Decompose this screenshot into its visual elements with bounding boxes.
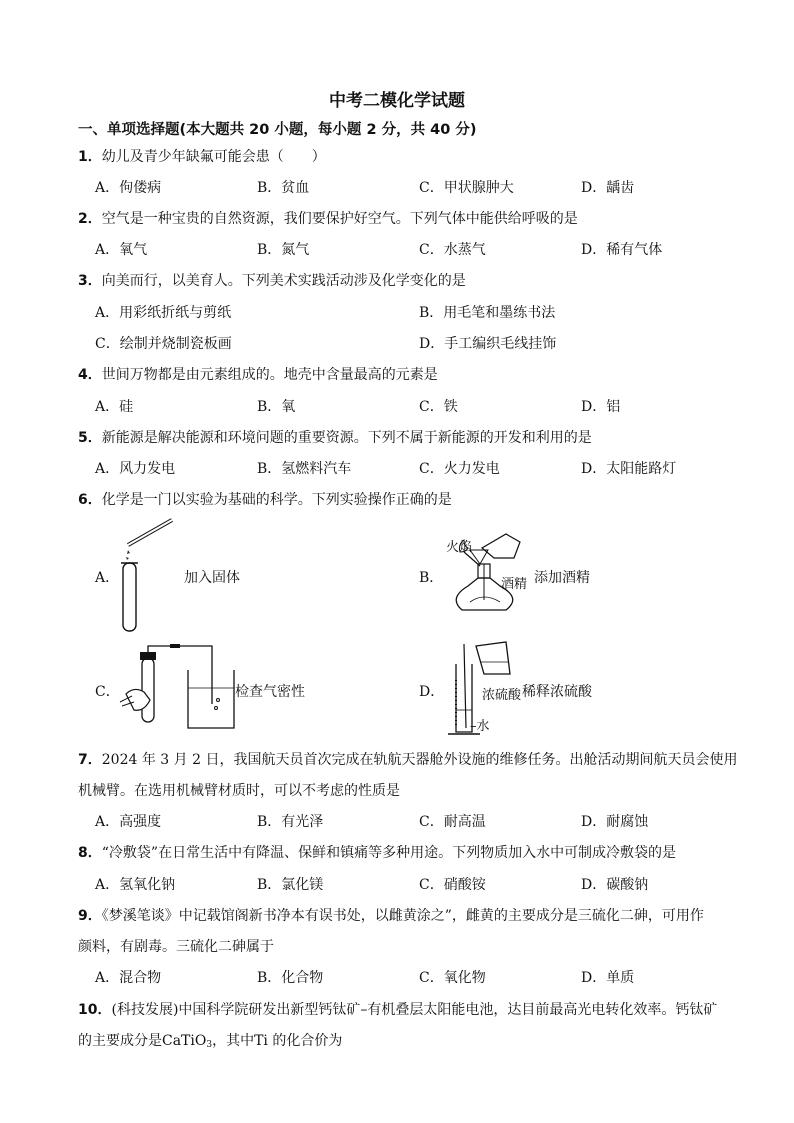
q9-option-d[interactable]: D．单质 [581,970,635,986]
q3-option-c[interactable]: C．绘制并烧制瓷板画 [95,336,232,352]
question-9: 9．《梦溪笔谈》中记载馆阁新书净本有误书处，以雌黄涂之”，雌黄的主要成分是三硫化二砷，可用作 [78,908,704,924]
q8-option-c[interactable]: C．硝酸铵 [419,877,486,893]
q4-option-c[interactable]: C．铁 [419,399,458,415]
question-7-line-2: 机械臂。在选用机械臂材质时，可以不考虑的性质是 [78,783,400,799]
q2-option-d[interactable]: D．稀有气体 [581,242,663,258]
question-5: 5．新能源是解决能源和环境问题的重要资源。下列不属于新能源的开发和利用的是 [78,430,592,446]
fig-d-caption: 稀释浓硫酸 [522,684,592,700]
q8-option-d[interactable]: D．碳酸钠 [581,877,649,893]
test-tube-figure [112,515,182,637]
fig-b-flame-label: 火焰 [446,540,473,555]
q5-option-d[interactable]: D．太阳能路灯 [581,461,677,477]
q3-option-b[interactable]: B．用毛笔和墨练书法 [419,305,556,321]
fig-b-caption: 添加酒精 [534,570,590,586]
fig-d-water-label: –水 [470,719,490,734]
q4-option-d[interactable]: D．铝 [581,399,621,415]
fig-c-caption: 检查气密性 [235,684,305,700]
q7-option-c[interactable]: C．耐高温 [419,814,486,830]
fig-b-alcohol-label: 酒精 [501,577,528,592]
question-9-line-2: 颜料，有剧毒。三硫化二砷属于 [78,939,274,955]
q9-option-b[interactable]: B．化合物 [257,970,324,986]
q7-option-b[interactable]: B．有光泽 [257,814,324,830]
q3-option-d[interactable]: D．手工编织毛线挂饰 [419,336,557,352]
question-10-line-2: 的主要成分是CaTiO$_3$，其中Ti 的化合价为 [78,1033,343,1050]
question-6: 6．化学是一门以实验为基础的科学。下列实验操作正确的是 [78,492,452,508]
q7-option-a[interactable]: A．高强度 [95,814,162,830]
fig-a-caption: 加入固体 [184,570,240,586]
q3-option-a[interactable]: A．用彩纸折纸与剪纸 [95,305,232,321]
q1-option-a[interactable]: A．佝偻病 [95,180,162,196]
q7-option-d[interactable]: D．耐腐蚀 [581,814,649,830]
q8-option-a[interactable]: A．氢氧化钠 [95,877,176,893]
airtightness-figure [116,644,240,734]
q5-option-c[interactable]: C．火力发电 [419,461,500,477]
question-1: 1．幼儿及青少年缺氟可能会患（ ） [78,149,326,165]
question-8: 8．“冷敷袋”在日常生活中有降温、保鲜和镇痛等多种用途。下列物质加入水中可制成冷敷袋的是 [78,845,677,861]
q6-option-c[interactable]: C． [95,684,120,700]
page-title: 中考二模化学试题 [329,91,465,111]
q5-option-b[interactable]: B．氢燃料汽车 [257,461,352,477]
q6-option-a[interactable]: A． [95,570,120,586]
q1-option-c[interactable]: C．甲状腺肿大 [419,180,514,196]
q1-option-b[interactable]: B．贫血 [257,180,310,196]
question-3: 3．向美而行，以美育人。下列美术实践活动涉及化学变化的是 [78,273,466,289]
q1-option-d[interactable]: D．龋齿 [581,180,635,196]
q2-option-b[interactable]: B．氮气 [257,242,310,258]
q6-option-d[interactable]: D． [419,684,445,700]
q8-option-b[interactable]: B．氯化镁 [257,877,324,893]
section-heading: 一、单项选择题(本大题共 20 小题，每小题 2 分，共 40 分) [78,122,477,138]
q4-option-a[interactable]: A．硅 [95,399,134,415]
question-7: 7．2024 年 3 月 2 日，我国航天员首次完成在轨航天器舱外设施的维修任务。出舱活动期间航天员会使用 [78,752,738,768]
question-10: 10．(科技发展)中国科学院研发出新型钙钛矿–有机叠层太阳能电池，达目前最高光电转化效率。钙钛矿 [78,1002,718,1018]
q4-option-b[interactable]: B．氧 [257,399,296,415]
question-2: 2．空气是一种宝贵的自然资源，我们要保护好空气。下列气体中能供给呼吸的是 [78,211,578,227]
q2-option-a[interactable]: A．氧气 [95,242,148,258]
q6-option-b[interactable]: B． [419,570,444,586]
q9-option-c[interactable]: C．氧化物 [419,970,486,986]
fig-d-acid-label: 浓硫酸 [482,688,522,703]
question-4: 4．世间万物都是由元素组成的。地壳中含量最高的元素是 [78,367,438,383]
q5-option-a[interactable]: A．风力发电 [95,461,176,477]
q2-option-c[interactable]: C．水蒸气 [419,242,486,258]
q9-option-a[interactable]: A．混合物 [95,970,162,986]
